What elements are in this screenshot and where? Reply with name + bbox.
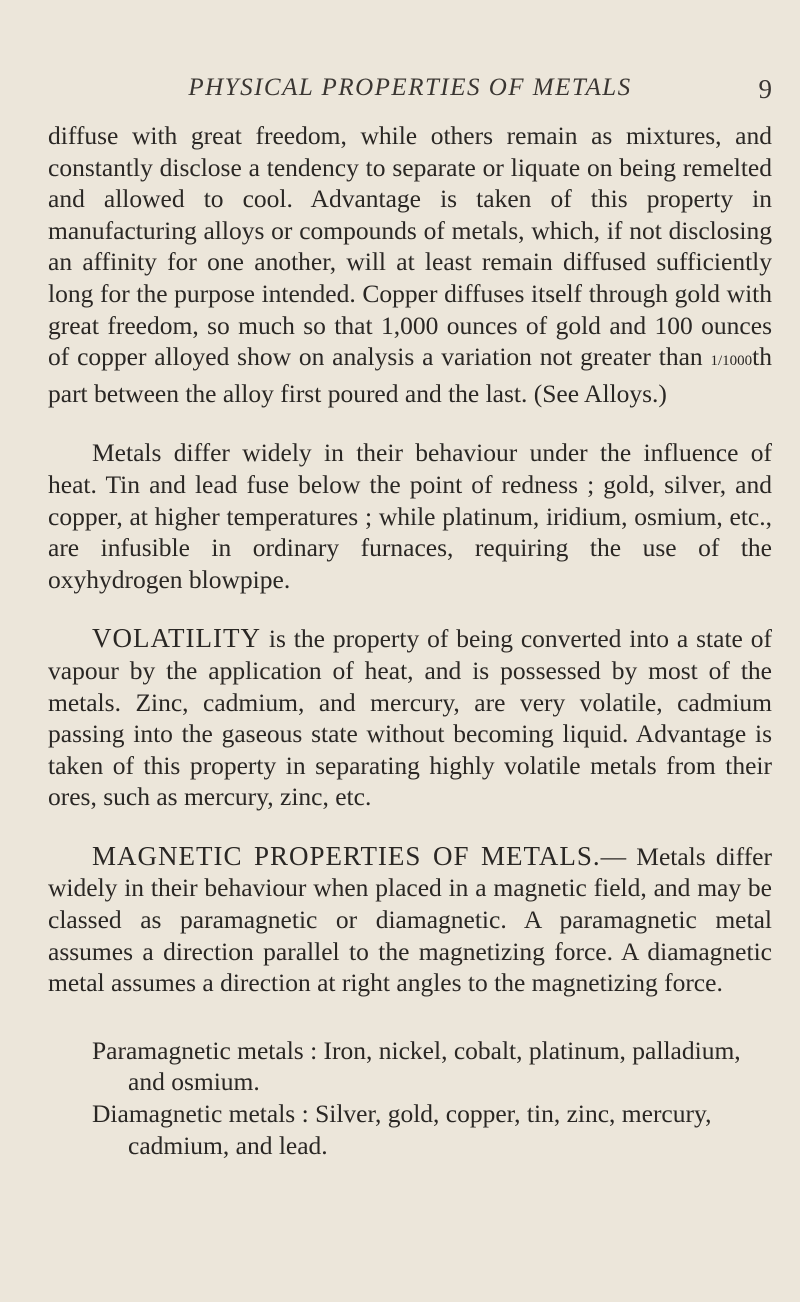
magnetic-metal-lists — [48, 1035, 772, 1161]
paragraph-heat-behaviour: Metals differ widely in their behaviour under the influence of heat. Tin and lead fuse below the point of redness ; gold, silver, and copper, at higher temperatures ; while platinum, iridium, osmium, etc., are infusible in ordinary furnaces, requiring the use of the oxyhydrogen blowpipe. — [48, 438, 772, 594]
diamagnetic-metals: Silver, gold, copper, tin, zinc, mercury, cadmium, and lead. — [128, 1099, 712, 1160]
magnetic-text: — Metals differ widely in their behaviour when placed in a magnetic field, and may be classed as paramagnetic or diamagnetic. A paramagnetic metal assumes a direction parallel to the magnetizing force. A diamagnetic metal assumes a direction at right angles to the magnetizing force. — [48, 841, 772, 998]
volatility-heading: VOLATILITY — [92, 623, 261, 654]
paragraph-diffusion — [48, 120, 772, 409]
running-title: PHYSICAL PROPERTIES OF METALS — [188, 74, 632, 101]
page-body — [48, 120, 772, 1161]
list-item-paramagnetic — [92, 1035, 772, 1098]
paragraph-magnetic — [48, 841, 772, 999]
page-number: 9 — [758, 74, 772, 104]
list-item-diamagnetic — [92, 1098, 772, 1161]
running-head — [48, 74, 772, 108]
paragraph-diffusion-text-b: th part between the alloy first poured and the last. (See Alloys.) — [48, 342, 772, 408]
paragraph-diffusion-text-a: diffuse with great freedom, while others remain as mixtures, and constantly disclose a tendency to separate or liquate on being remelted and allowed to cool. Advantage is taken of this property in manufacturing alloys or compounds of metals, which, if not disclosing an affinity for one another, will at least remain diffused sufficiently long for the purpose intended. Copper diffuses itself through gold with great freedom, so much so that 1,000 ounces of gold and 100 ounces of copper alloyed show on analysis a variation not greater than — [48, 121, 772, 372]
paramagnetic-metals: Iron, nickel, cobalt, platinum, palladium, and osmium. — [128, 1035, 741, 1097]
diamagnetic-label: Diamagnetic metals : — [92, 1099, 316, 1129]
magnetic-heading: MAGNETIC PROPERTIES OF METALS. — [92, 840, 601, 871]
paragraph-volatility — [48, 623, 772, 813]
paramagnetic-label: Paramagnetic metals : — [92, 1035, 324, 1065]
volatility-text: is the property of being converted into a state of vapour by the application of heat, and is possessed by most of the metals. Zinc, cadmium, and mercury, are very volatile, cadmium passing into the gaseous state without becoming liquid. Advantage is taken of this property in separating highly volatile metals from their ores, such as mercury, zinc, etc. — [48, 624, 772, 812]
fraction-one-thousandth: 1/1000 — [710, 353, 753, 370]
